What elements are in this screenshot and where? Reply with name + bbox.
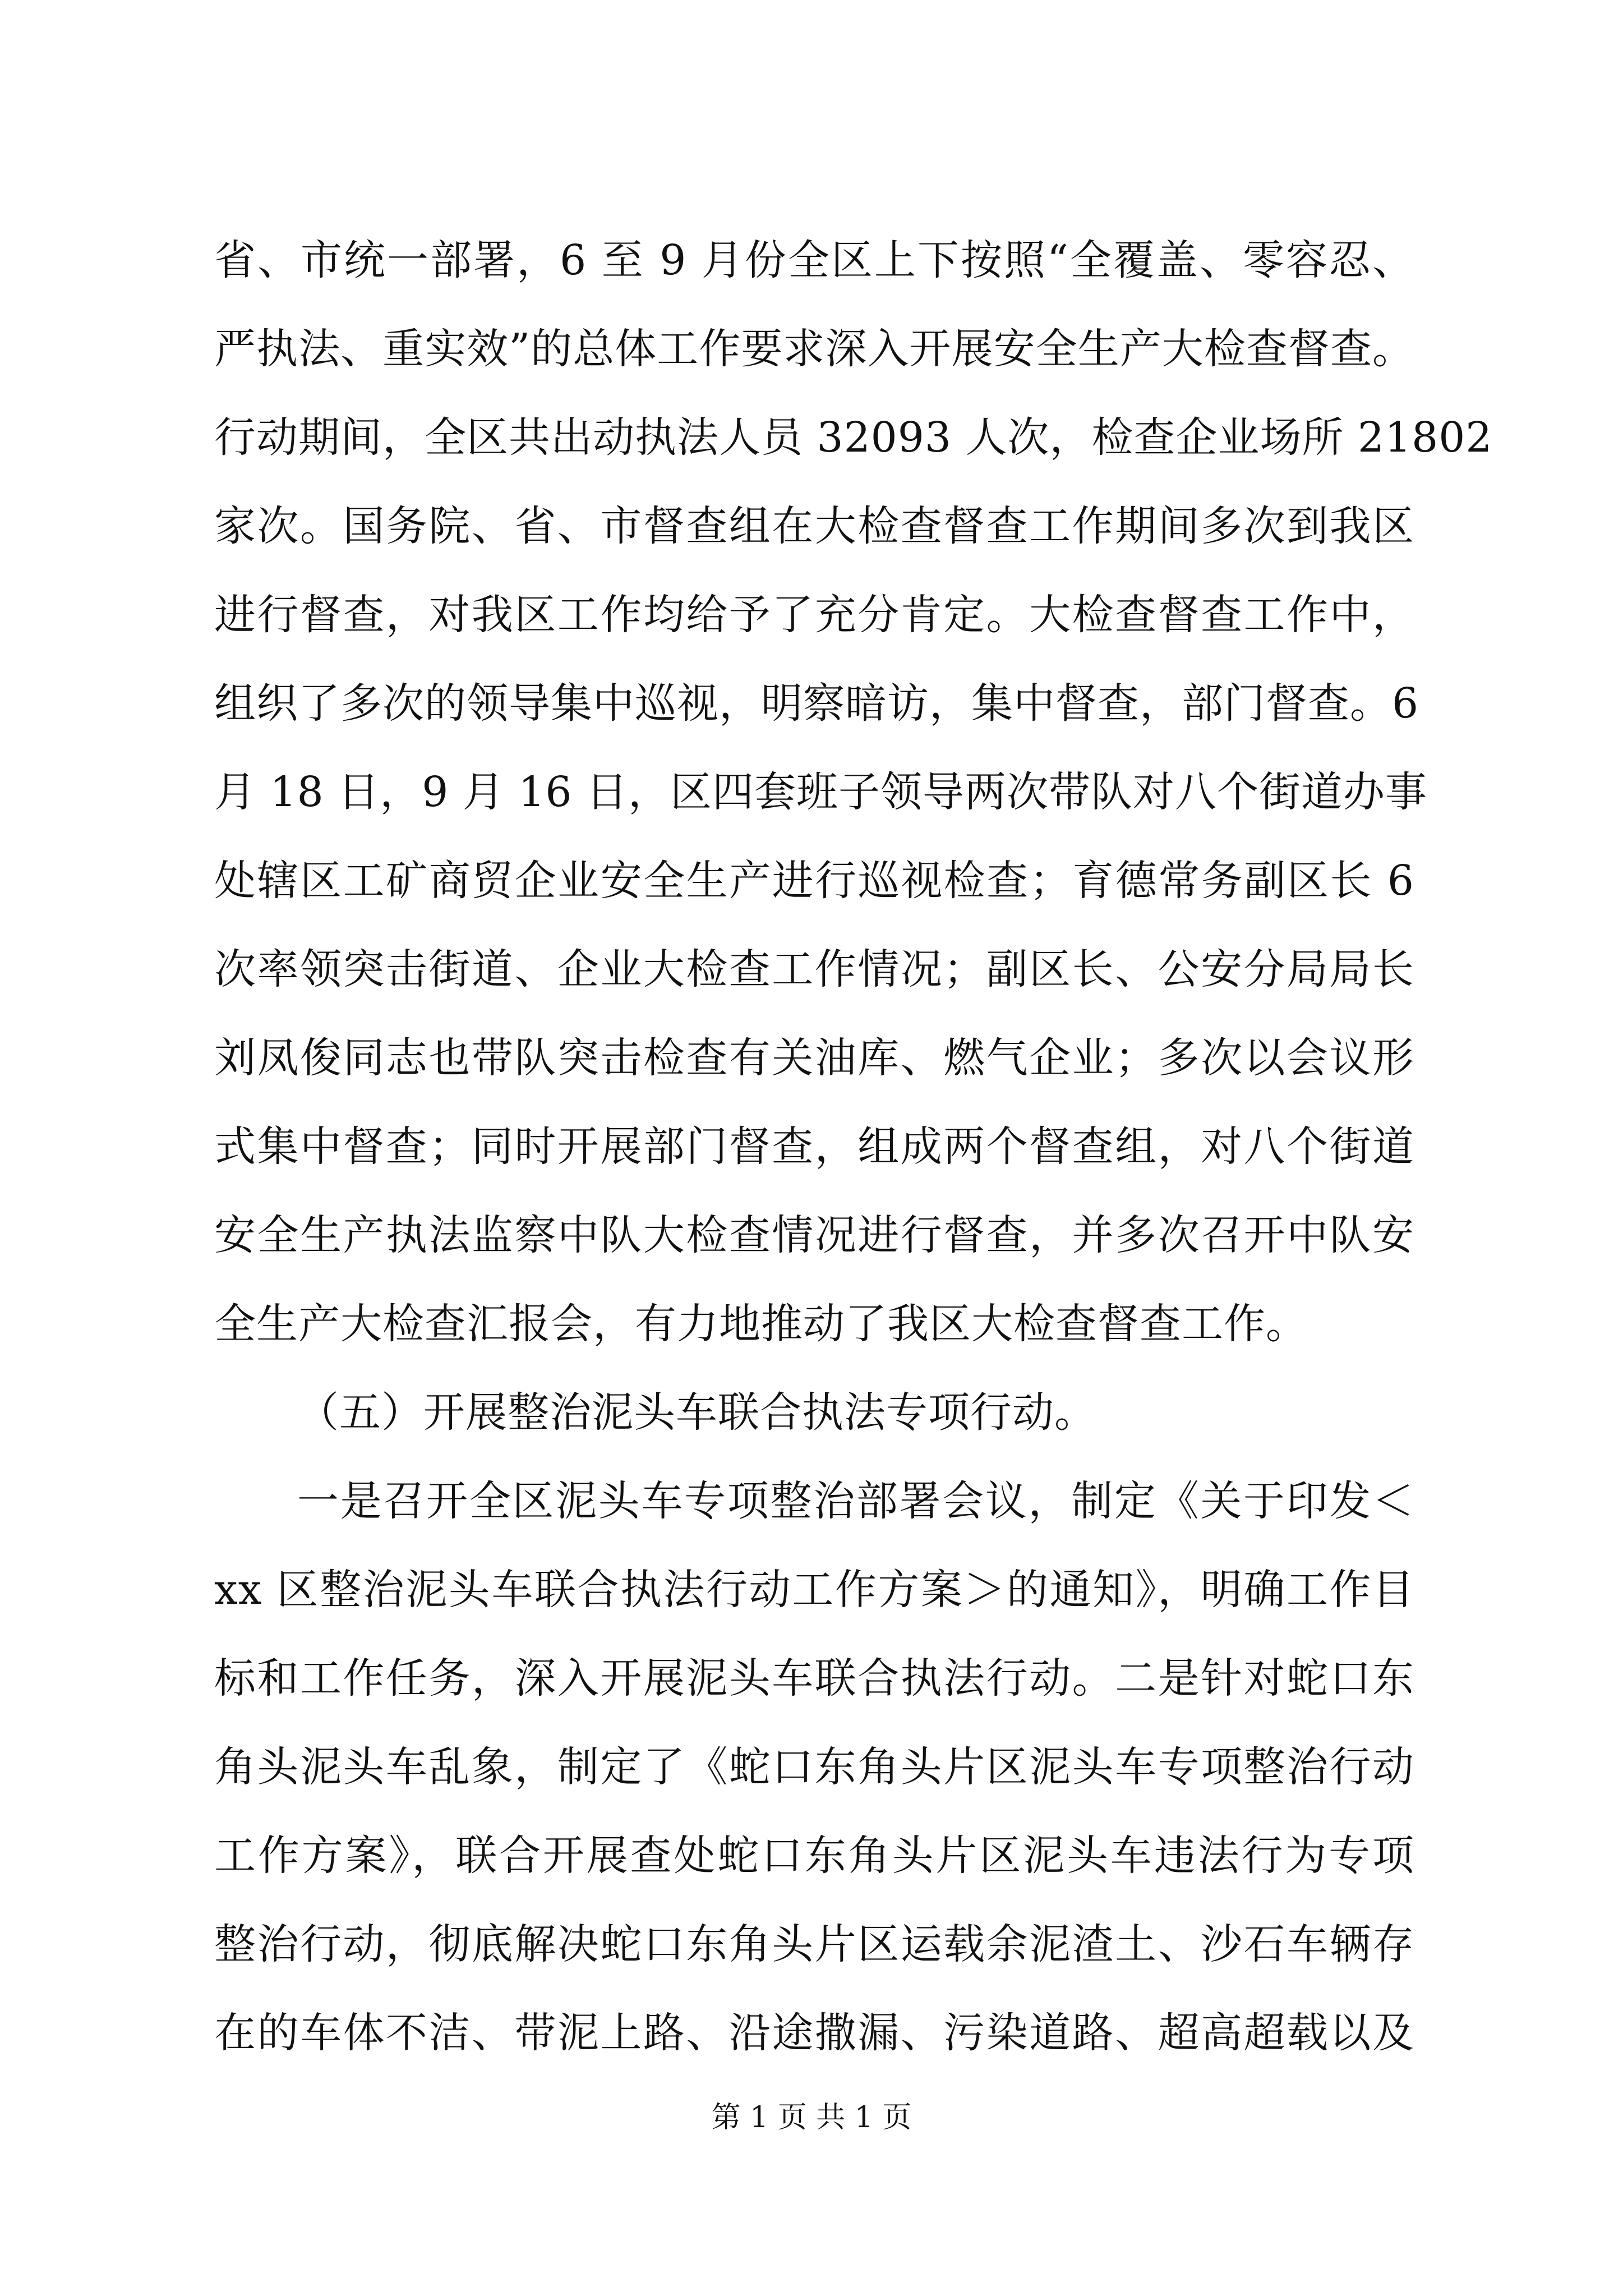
- paragraph-line: 全生产大检查汇报会，有力地推动了我区大检查督查工作。: [214, 1300, 1308, 1348]
- paragraph-line: 安全生产执法监察中队大检查情况进行督查，并多次召开中队安: [214, 1211, 1414, 1259]
- paragraph-line: 省、市统一部署，6 至 9 月份全区上下按照“全覆盖、零容忍、: [214, 236, 1414, 284]
- paragraph-line: 式集中督查；同时开展部门督查，组成两个督查组，对八个街道: [214, 1122, 1414, 1171]
- paragraph-line: 角头泥头车乱象，制定了《蛇口东角头片区泥头车专项整治行动: [214, 1743, 1414, 1791]
- paragraph-line: 月 18 日，9 月 16 日，区四套班子领导两次带队对八个街道办事: [214, 768, 1428, 816]
- paragraph-line: 次率领突击街道、企业大检查工作情况；副区长、公安分局局长: [214, 945, 1414, 993]
- paragraph-line: 组织了多次的领导集中巡视，明察暗访，集中督查，部门督查。6: [214, 679, 1419, 728]
- paragraph-line: 工作方案》，联合开展查处蛇口东角头片区泥头车违法行为专项: [214, 1832, 1414, 1880]
- paragraph-line: 严执法、重实效”的总体工作要求深入开展安全生产大检查督查。: [214, 325, 1414, 373]
- page-footer: 第 1 页 共 1 页: [711, 2101, 912, 2134]
- paragraph-line: 在的车体不洁、带泥上路、沿途撒漏、污染道路、超高超载以及: [214, 2009, 1414, 2057]
- paragraph-line: 家次。国务院、省、市督查组在大检查督查工作期间多次到我区: [214, 502, 1414, 550]
- section-heading: （五）开展整治泥头车联合执法专项行动。: [297, 1388, 1096, 1437]
- paragraph-line: 行动期间，全区共出动执法人员 32093 人次，检查企业场所 21802: [214, 413, 1493, 462]
- paragraph-line: 一是召开全区泥头车专项整治部署会议，制定《关于印发＜: [297, 1477, 1414, 1525]
- paragraph-line: xx 区整治泥头车联合执法行动工作方案＞的通知》，明确工作目: [214, 1566, 1414, 1614]
- paragraph-line: 处辖区工矿商贸企业安全生产进行巡视检查；育德常务副区长 6: [214, 857, 1414, 905]
- paragraph-line: 刘凤俊同志也带队突击检查有关油库、燃气企业；多次以会议形: [214, 1034, 1414, 1082]
- document-body: [214, 216, 1493, 2077]
- paragraph-line: 标和工作任务，深入开展泥头车联合执法行动。二是针对蛇口东: [214, 1654, 1414, 1703]
- paragraph-line: 整治行动，彻底解决蛇口东角头片区运载余泥渣土、沙石车辆存: [214, 1920, 1414, 1968]
- paragraph-line: 进行督查，对我区工作均给予了充分肯定。大检查督查工作中，: [214, 591, 1414, 639]
